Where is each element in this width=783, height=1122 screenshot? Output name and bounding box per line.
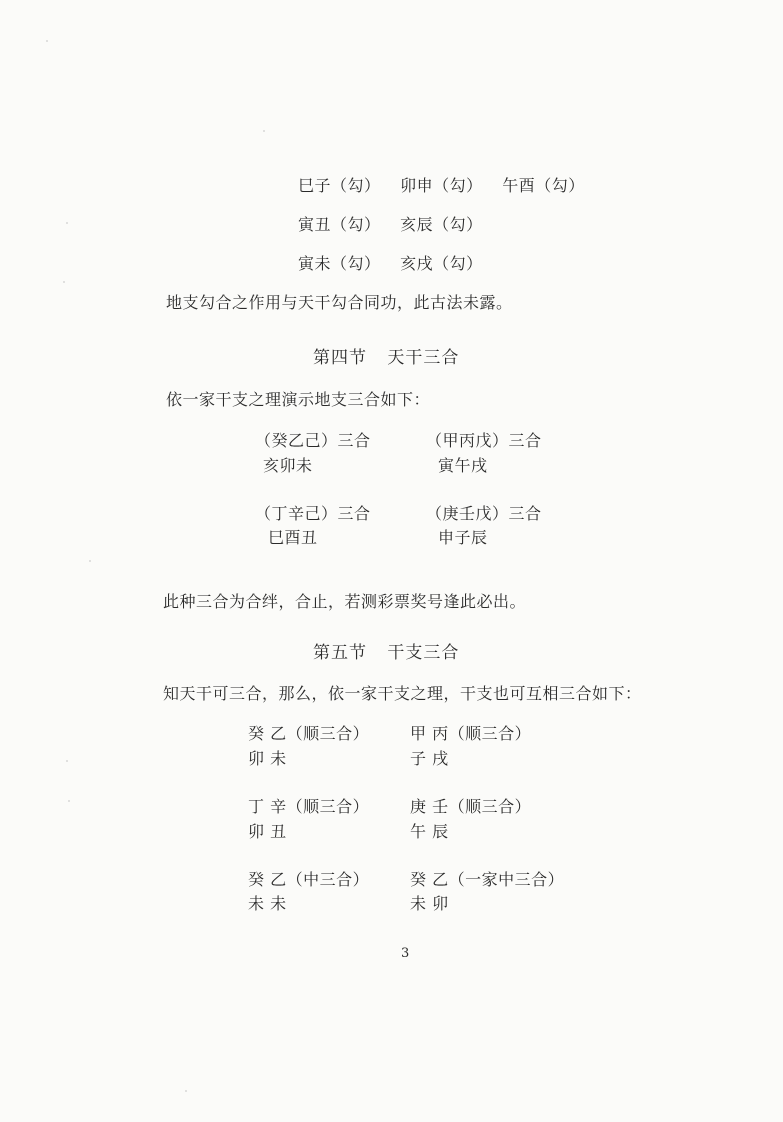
scan-speck [66, 222, 68, 224]
gou-he-pair: 卯申（勾） [400, 176, 483, 195]
section-heading [313, 347, 459, 369]
gou-he-pair: 寅丑（勾） [298, 215, 381, 234]
ganzhi-stems: 庚 壬（顺三合） [410, 797, 532, 816]
section-title: 天干三合 [387, 348, 460, 368]
gou-he-pair: 寅未（勾） [298, 254, 381, 273]
sanhe-label: （甲丙戊）三合 [426, 431, 542, 450]
section-note: 此种三合为合绊，合止，若测彩票奖号逢此必出。 [163, 592, 527, 611]
section-intro: 知天干可三合，那么，依一家干支之理，干支也可互相三合如下： [163, 684, 642, 703]
scan-speck [89, 560, 91, 562]
scan-speck [68, 800, 70, 802]
section-number: 第五节 [313, 643, 367, 663]
ganzhi-branches: 未 未 [248, 894, 287, 913]
sanhe-label: （丁辛己）三合 [255, 504, 371, 523]
scan-speck [46, 40, 48, 42]
ganzhi-stems: 癸 乙（顺三合） [248, 724, 370, 743]
scan-speck [185, 1090, 187, 1092]
section-intro: 依一家干支之理演示地支三合如下： [166, 390, 431, 409]
gou-he-note: 地支勾合之作用与天干勾合同功，此古法未露。 [166, 293, 513, 312]
gou-he-pair: 午酉（勾） [502, 176, 585, 195]
gou-he-pair: 亥戌（勾） [400, 254, 483, 273]
ganzhi-branches: 卯 未 [248, 749, 287, 768]
ganzhi-stems: 癸 乙（一家中三合） [410, 870, 565, 889]
sanhe-label: （癸乙己）三合 [255, 431, 371, 450]
scan-speck [66, 760, 68, 762]
section-number: 第四节 [313, 348, 367, 368]
sanhe-branches: 巳酉丑 [268, 528, 318, 547]
sanhe-branches: 寅午戌 [438, 456, 488, 475]
sanhe-branches: 申子辰 [438, 528, 488, 547]
ganzhi-stems: 丁 辛（顺三合） [248, 797, 370, 816]
sanhe-branches: 亥卯未 [263, 456, 313, 475]
ganzhi-branches: 子 戌 [410, 749, 449, 768]
page-number: 3 [401, 946, 410, 961]
scan-speck [263, 130, 265, 132]
scan-speck [63, 281, 65, 283]
ganzhi-stems: 癸 乙（中三合） [248, 870, 370, 889]
gou-he-row [298, 215, 483, 235]
section-heading [313, 642, 459, 664]
sanhe-label: （庚壬戊）三合 [426, 504, 542, 523]
section-title: 干支三合 [387, 643, 460, 663]
gou-he-row [298, 176, 585, 196]
ganzhi-branches: 未 卯 [410, 894, 449, 913]
ganzhi-stems: 甲 丙（顺三合） [410, 724, 532, 743]
gou-he-pair: 巳子（勾） [298, 176, 381, 195]
gou-he-row [298, 254, 483, 274]
ganzhi-branches: 午 辰 [410, 822, 449, 841]
ganzhi-branches: 卯 丑 [248, 822, 287, 841]
gou-he-pair: 亥辰（勾） [400, 215, 483, 234]
